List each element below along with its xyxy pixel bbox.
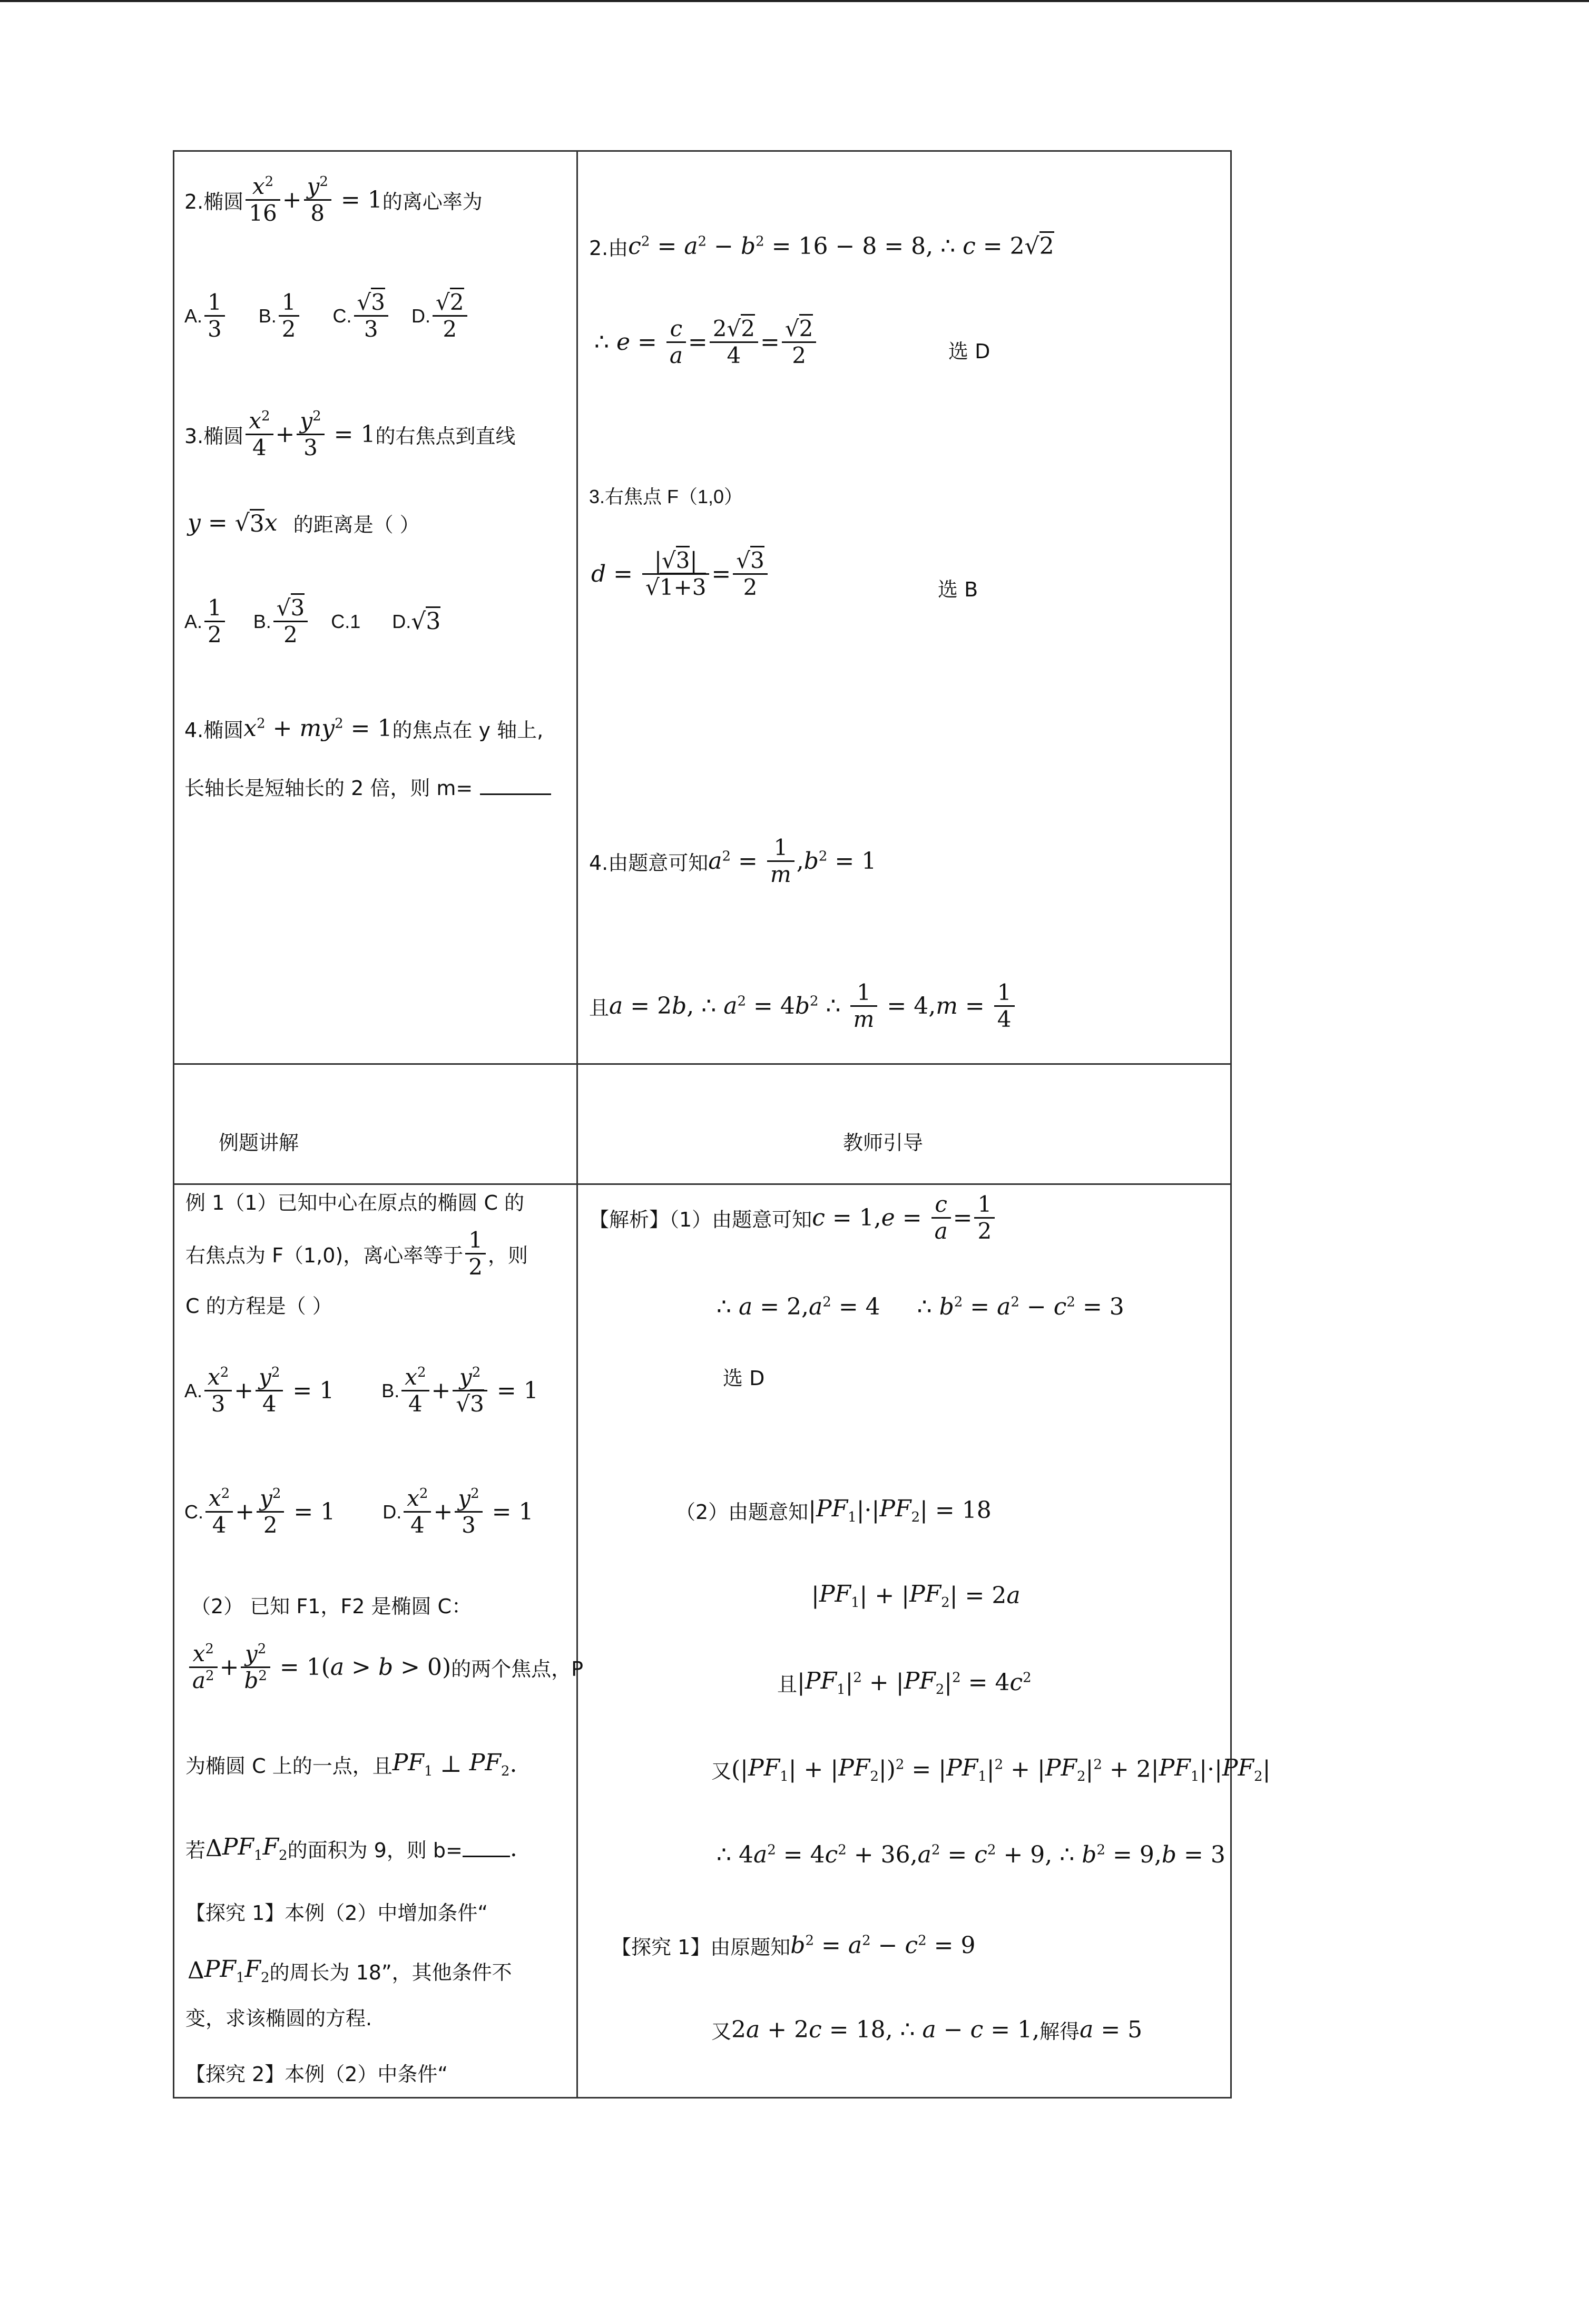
solution-explore-1: 【探究 1】由原题知 $b^2$ = $a^2$ − $c^2$ = 9 (611, 1932, 976, 1959)
question-2-options: A. $\frac{1}{3}$ B. $\frac{1}{2}$ C. $\frac{√3}{3}$ D. $\frac{√2}{2}$ (184, 290, 469, 342)
answer-2-choice: 选 D (948, 340, 990, 363)
question-2: 2.椭圆 $\frac{x^2}{16}$ + $\frac{y^2}{8}$ = 1 的离心率为 (184, 173, 483, 227)
solution-part2-sum: | $PF_1$ | + | $PF_2$ | = 2 a (811, 1581, 1021, 1611)
row-divider-1 (173, 1063, 1232, 1065)
example-1-part2-ellipse: $\frac{x^2}{a^2}$ + $\frac{y^2}{b^2}$ = 1( a > b > 0) 的两个焦点，P (187, 1641, 583, 1694)
solution-part2-expand: 又 (| $PF_1$ | + | $PF_2$ |)$^2$ = | $PF_1$ $|^2$ + | $PF_2$ $|^2 + 2|$ $PF_1$ |·| $PF_2$ | (711, 1754, 1271, 1784)
explore-1-line3: 变，求该椭圆的方程. (185, 2007, 372, 2030)
answer-2-eccentricity: ∴ e = $\frac{c}{a}$ = $\frac{2√2}{4}$ = $\frac{√2}{2}$ (594, 316, 818, 369)
top-border-line (0, 0, 1589, 2)
explore-2-line1: 【探究 2】本例（2）中条件“ (185, 2063, 448, 2086)
example-1-line2: 右焦点为 F（1,0)，离心率等于 $\frac{1}{2}$ ，则 (185, 1227, 528, 1280)
example-1-part2-perp: 为椭圆 C 上的一点，且 $PF_1$ ⊥ $PF_2$ . (185, 1749, 517, 1779)
answer-3-focus: 3.右焦点 F（1,0） (589, 486, 743, 507)
answer-4-result: 且 a = 2 b , ∴ $a^2$ = 4 $b^2$ ∴ $\frac{1}{m}$ = 4, m = $\frac{1}{4}$ (589, 980, 1017, 1033)
explore-1-line1: 【探究 1】本例（2）中增加条件“ (185, 1901, 488, 1925)
solution-part1-values: ∴ a = 2, $a^2$ = 4 ∴ $b^2$ = $a^2$ − $c^2$ = 3 (717, 1293, 1124, 1320)
solution-part2-product: （2）由题意知 | $PF_1$ |·| $PF_2$ | = 18 (675, 1495, 992, 1525)
question-3-line2: y = √ 3 x 的距离是（ ） (188, 509, 420, 537)
solution-part2-pythagoras: 且 | $PF_1$ $|^2$ + | $PF_2$ $|^2 = 4$ $c^2$ (777, 1668, 1032, 1698)
solution-part2-result: ∴ 4 $a^2$ = 4 $c^2$ + 36, $a^2$ = $c^2$ + 9, ∴ $b^2$ = 9, b = 3 (717, 1841, 1225, 1868)
answer-2: 2.由 $c^2$ = $a^2$ − $b^2$ = 16 − 8 = 8, ∴ c = 2√2 (589, 232, 1054, 261)
answer-blank-b[interactable] (463, 1840, 510, 1857)
row-divider-2 (173, 1183, 1232, 1185)
example-1-options-cd: C. $\frac{x^2}{4}$ + $\frac{y^2}{2}$ = 1 D. $\frac{x^2}{4}$ + $\frac{y^2}{3}$ = 1 (184, 1485, 534, 1538)
header-examples: 例题讲解 (219, 1131, 299, 1154)
solution-part1-choice: 选 D (723, 1367, 765, 1390)
header-teacher-guide: 教师引导 (843, 1131, 924, 1154)
answer-4-given: 4.由题意可知 $a^2$ = $\frac{1}{m}$ , $b^2$ = 1 (589, 835, 877, 888)
solution-explore-1-solve: 又 2 a + 2 c = 18, ∴ a − c = 1, 解得 a = 5 (711, 2016, 1143, 2043)
example-1-part2-line1: （2） 已知 F1，F2 是椭圆 C： (191, 1595, 472, 1618)
question-4: 4.椭圆 $x^2$ + $my^2$ = 1 的焦点在 y 轴上, (184, 715, 544, 742)
answer-3-distance: d = $\frac{|√3|}{√1+3}$ = $\frac{√3}{2}$ (591, 548, 770, 601)
example-1-options-ab: A. $\frac{x^2}{3}$ + $\frac{y^2}{4}$ = 1 B. $\frac{x^2}{4}$ + $\frac{y^2}{√3}$ = 1 (184, 1364, 538, 1417)
explore-1-line2: Δ $PF_1F_2$ 的周长为 18”，其他条件不 (188, 1956, 512, 1986)
answer-3-choice: 选 B (938, 578, 978, 601)
question-3-options: A. $\frac{1}{2}$ B. $\frac{√3}{2}$ C.1 D. √3 (184, 595, 440, 648)
question-4-line2: 长轴长是短轴长的 2 倍，则 m= (184, 772, 551, 801)
solution-part1-given: 【解析】（1）由题意可知 c = 1, e = $\frac{c}{a}$ = $\frac{1}{2}$ (589, 1192, 997, 1244)
example-1-line1: 例 1（1）已知中心在原点的椭圆 C 的 (185, 1191, 525, 1214)
example-1-part2-area: 若 Δ $PF_1F_2$ 的面积为 9，则 b= . (185, 1833, 517, 1864)
question-3: 3.椭圆 $\frac{x^2}{4}$ + $\frac{y^2}{3}$ = 1 的右焦点到直线 (184, 408, 516, 461)
answer-blank[interactable] (480, 778, 551, 795)
example-1-line3: C 的方程是（ ） (185, 1295, 332, 1318)
column-divider (576, 150, 578, 2099)
